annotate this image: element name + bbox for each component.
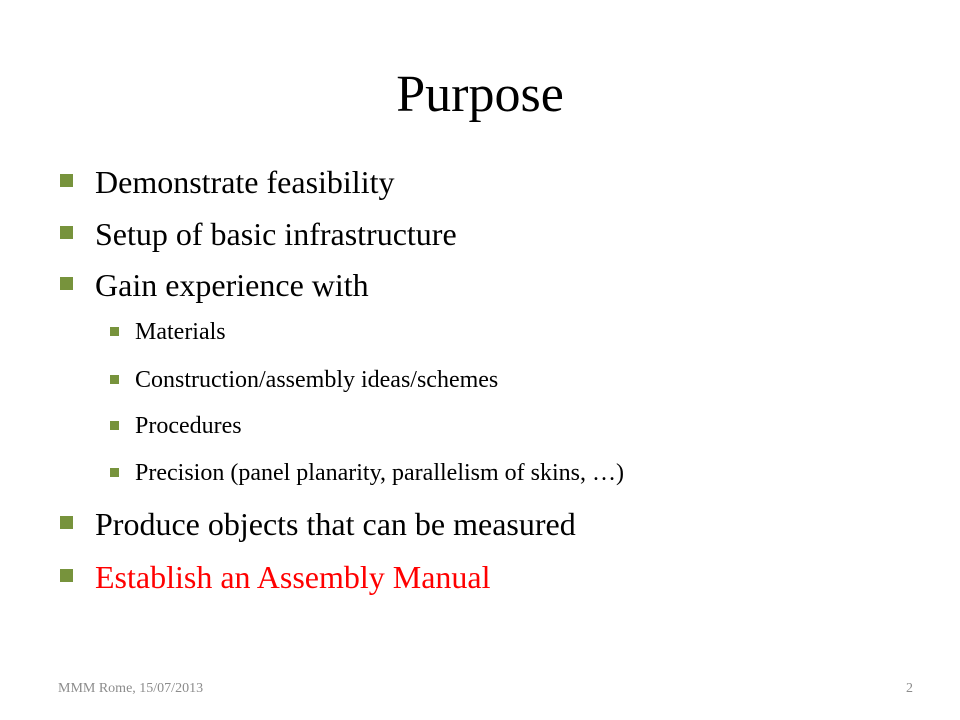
- bullet-marker-icon: [110, 375, 119, 384]
- bullet-item-produce-objects: [60, 504, 760, 544]
- bullet-text: Gain experience with: [95, 267, 369, 303]
- bullet-text: Demonstrate feasibility: [95, 164, 395, 200]
- bullet-text: Produce objects that can be measured: [95, 506, 576, 542]
- bullet-marker-icon: [110, 468, 119, 477]
- bullet-item-demonstrate-feasibility: [60, 162, 660, 202]
- footer-event-date: MMM Rome, 15/07/2013: [58, 681, 204, 696]
- bullet-text: Setup of basic infrastructure: [95, 216, 457, 252]
- bullet-marker-icon: [60, 226, 73, 239]
- bullet-text: Construction/assembly ideas/schemes: [135, 367, 499, 393]
- slide-title: Purpose: [396, 66, 564, 123]
- bullet-item-gain-experience: [60, 265, 660, 305]
- bullet-marker-icon: [60, 277, 73, 290]
- sub-bullet-item-procedures: [110, 410, 710, 442]
- page-number: 2: [906, 681, 913, 696]
- bullet-text: Establish an Assembly Manual: [95, 559, 491, 595]
- bullet-text: Procedures: [135, 413, 242, 439]
- sub-bullet-item-materials: [110, 316, 710, 348]
- sub-bullet-item-construction: [110, 364, 760, 396]
- bullet-item-setup-infrastructure: [60, 214, 660, 254]
- sub-bullet-item-precision: [110, 457, 870, 489]
- bullet-marker-icon: [110, 327, 119, 336]
- bullet-text: Precision (panel planarity, parallelism of skins, …): [135, 460, 624, 486]
- bullet-marker-icon: [110, 421, 119, 430]
- bullet-text: Materials: [135, 319, 226, 345]
- bullet-marker-icon: [60, 174, 73, 187]
- bullet-marker-icon: [60, 516, 73, 529]
- bullet-item-assembly-manual: [60, 557, 760, 597]
- bullet-marker-icon: [60, 569, 73, 582]
